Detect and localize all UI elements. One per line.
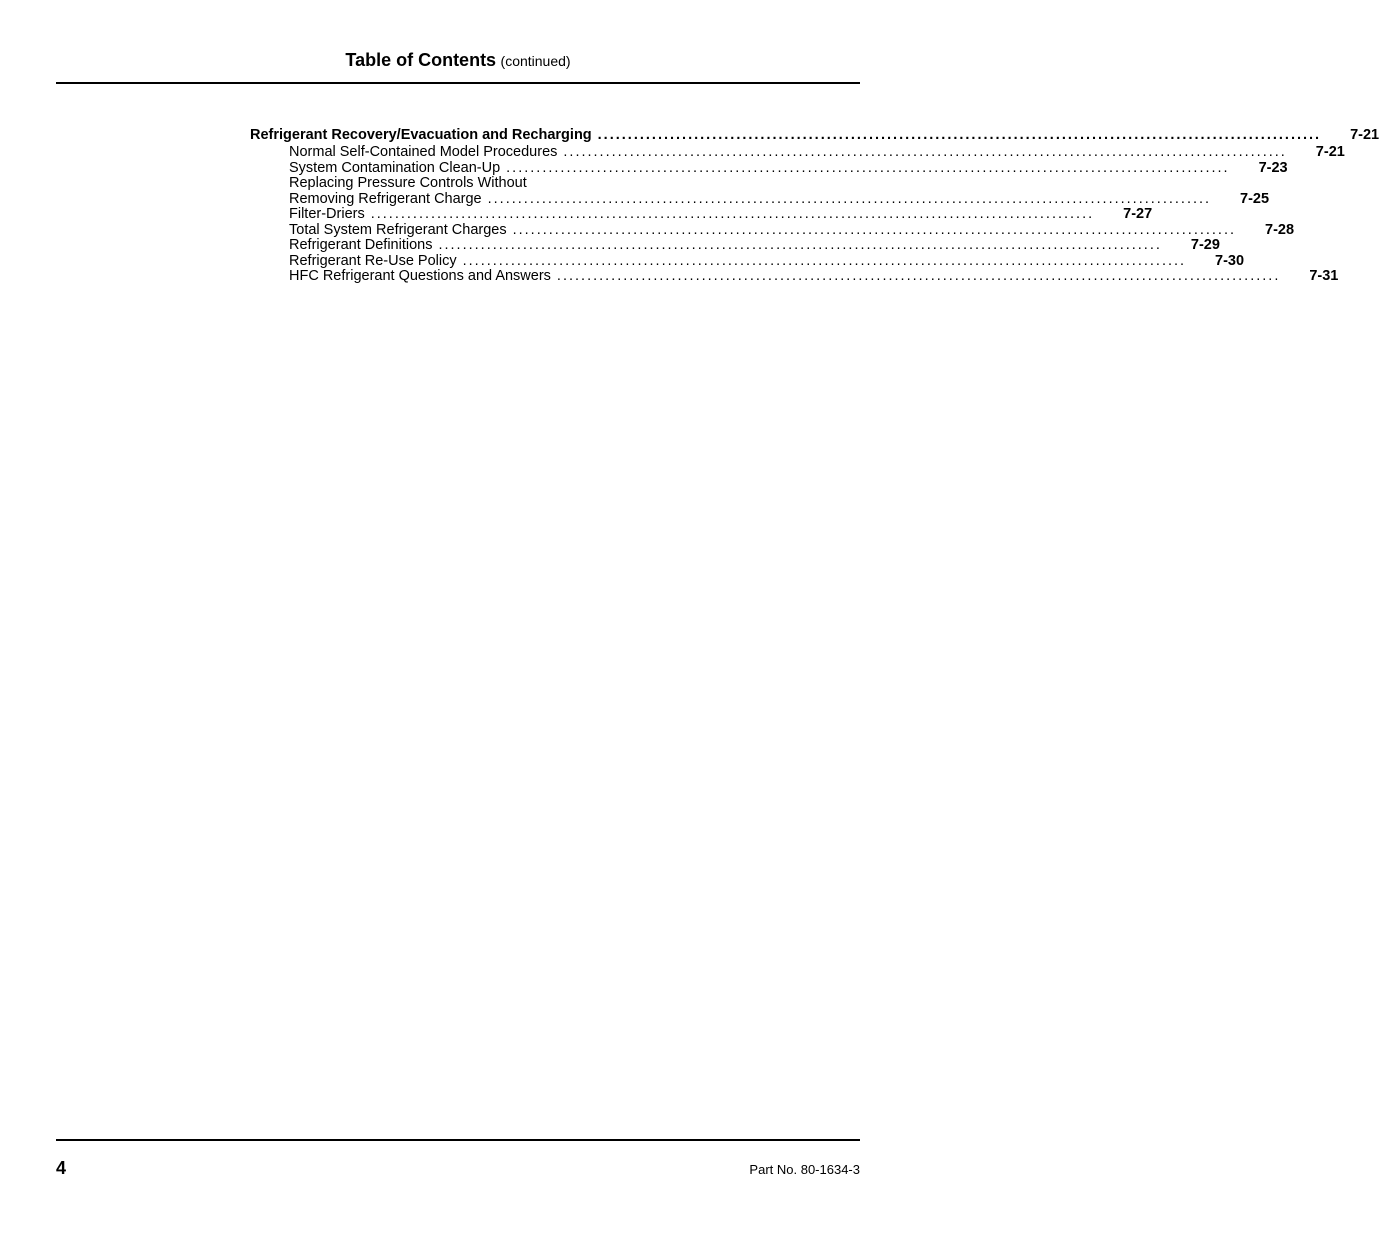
toc-entry-page: 7-25 — [1240, 190, 1270, 207]
toc-entry-page: 7-28 — [1265, 221, 1295, 238]
toc-entry-row — [250, 176, 860, 192]
dot-leader: ........................................................................................................................ — [487, 190, 1212, 207]
toc-entry-page: 7-23 — [1258, 159, 1288, 176]
toc-entry-page: 7-30 — [1215, 252, 1245, 269]
page-number: 4 — [56, 1158, 67, 1178]
table-of-contents — [250, 126, 1379, 285]
toc-entry-label: Normal Self-Contained Model Procedures — [289, 144, 558, 160]
footer-rule — [56, 1139, 860, 1141]
part-number: Part No. 80-1634-3 — [749, 1162, 860, 1177]
dot-leader: ........................................................................................................................ — [506, 159, 1230, 176]
dot-leader: ........................................................................................................................ — [556, 268, 1281, 284]
toc-entry-row[interactable] — [250, 268, 1339, 285]
toc-entry-row[interactable] — [250, 144, 1345, 161]
toc-title: Table of Contents — [345, 50, 497, 70]
toc-entry-label: Refrigerant Re-Use Policy — [289, 252, 457, 269]
toc-entry-row[interactable] — [250, 206, 1153, 223]
toc-entry-page: 7-29 — [1190, 237, 1220, 253]
toc-entry-page: 7-21 — [1315, 144, 1345, 160]
toc-subtitle: (continued) — [500, 53, 571, 69]
toc-section-row[interactable] — [250, 126, 1379, 145]
toc-section-label: Refrigerant Recovery/Evacuation and Recharging — [250, 127, 592, 143]
dot-leader: ........................................................................................................................ — [438, 237, 1162, 253]
toc-entry-label: Filter-Driers — [289, 206, 365, 222]
dot-leader: ........................................................................................................................ — [563, 144, 1287, 160]
toc-entry-row[interactable] — [250, 221, 1295, 239]
dot-leader: ........................................................................................................................ — [462, 252, 1187, 269]
toc-entry-page: 7-31 — [1309, 268, 1339, 284]
toc-entry-label: Replacing Pressure Controls Without — [289, 175, 527, 191]
toc-entry-row[interactable] — [250, 237, 1220, 254]
toc-entry-label: Total System Refrigerant Charges — [289, 221, 507, 238]
toc-entry-row[interactable] — [250, 159, 1288, 177]
dot-leader: ........................................................................................................................ — [370, 206, 1095, 222]
toc-entry-row[interactable] — [250, 252, 1245, 270]
page-header-title — [56, 50, 860, 71]
toc-entry-label: Removing Refrigerant Charge — [289, 190, 482, 207]
dot-leader: ........................................................................................................................ — [512, 221, 1237, 238]
toc-section-page: 7-21 — [1350, 127, 1379, 143]
toc-entry-label: System Contamination Clean-Up — [289, 159, 501, 176]
dot-leader: ........................................................................................................................ — [597, 127, 1322, 143]
toc-entry-row[interactable] — [250, 190, 1270, 208]
header-rule — [56, 82, 860, 84]
toc-entry-page: 7-27 — [1123, 206, 1153, 222]
toc-entry-label: HFC Refrigerant Questions and Answers — [289, 268, 551, 284]
toc-entry-label: Refrigerant Definitions — [289, 237, 433, 253]
